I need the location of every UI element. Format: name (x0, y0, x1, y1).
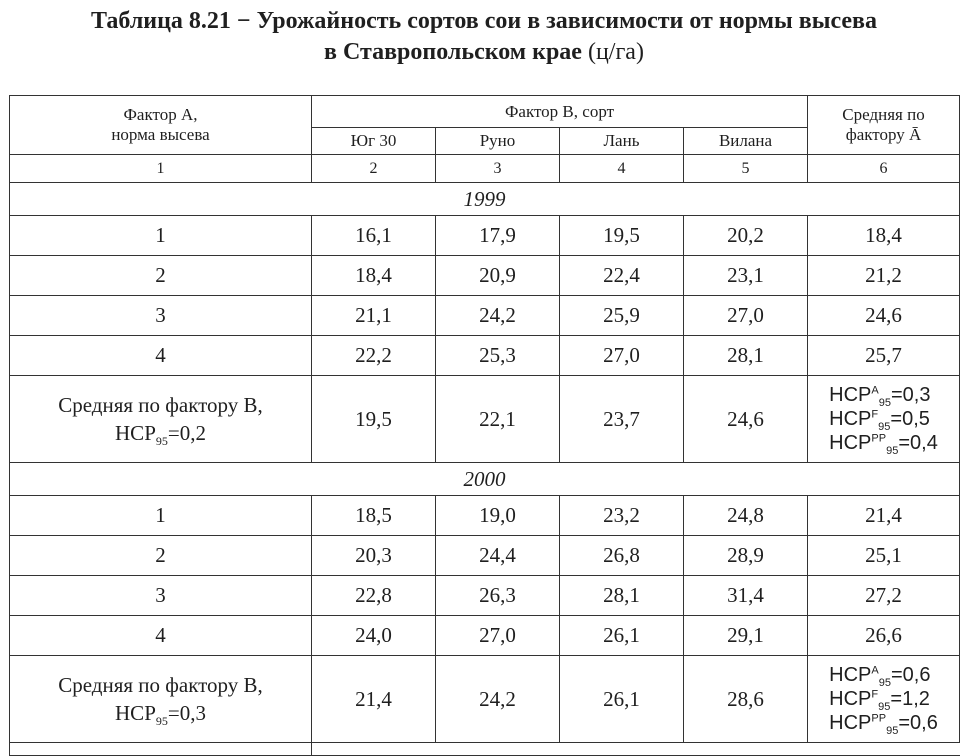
avg-b-cell: 22,1 (436, 376, 560, 463)
yield-cell: 19,0 (436, 496, 560, 536)
table-row (10, 296, 960, 336)
yield-cell: 19,5 (560, 216, 684, 256)
yield-cell: 22,8 (312, 576, 436, 616)
column-number: 6 (808, 155, 960, 183)
yield-cell: 27,0 (436, 616, 560, 656)
hcp-line: $НСР^A_{95}=0,6$ (829, 664, 931, 689)
yield-cell: 24,4 (436, 536, 560, 576)
avg-b-cell: 28,6 (684, 656, 808, 743)
column-number: 5 (684, 155, 808, 183)
avg-b-cell: 19,5 (312, 376, 436, 463)
avg-a-cell: 21,4 (808, 496, 960, 536)
year-row: 1999 (10, 183, 960, 216)
avg-factor-b-row (10, 376, 960, 463)
yield-table (9, 95, 960, 756)
table-row (10, 216, 960, 256)
yield-cell: 23,1 (684, 256, 808, 296)
header-factor-b: Фактор В, сорт (312, 96, 808, 128)
hcp-line: $НСР^F_{95}=1,2$ (829, 688, 930, 713)
column-number: 1 (10, 155, 312, 183)
factor-a-cell: 1 (10, 496, 312, 536)
yield-cell: 26,1 (560, 616, 684, 656)
table-row (10, 576, 960, 616)
header-factor-a: Фактор А, норма высева (10, 96, 312, 155)
yield-cell: 27,0 (560, 336, 684, 376)
avg-b-cell: 21,4 (312, 656, 436, 743)
avg-b-cell: 24,2 (436, 656, 560, 743)
table-row (10, 616, 960, 656)
avg-factor-b-label (10, 376, 312, 463)
continuation-cell (312, 743, 960, 756)
yield-cell: 28,1 (684, 336, 808, 376)
factor-a-cell: 2 (10, 536, 312, 576)
avg-a-cell: 24,6 (808, 296, 960, 336)
column-number: 3 (436, 155, 560, 183)
caption-line-2: в Ставропольском крае (ц/га) (324, 39, 644, 65)
yield-cell: 24,8 (684, 496, 808, 536)
yield-cell: 23,2 (560, 496, 684, 536)
header-variety: Лань (560, 128, 684, 155)
factor-a-cell: 3 (10, 296, 312, 336)
avg-a-cell: 26,6 (808, 616, 960, 656)
factor-a-cell: 4 (10, 616, 312, 656)
header-variety: Вилана (684, 128, 808, 155)
avg-a-cell: 25,1 (808, 536, 960, 576)
table-row (10, 496, 960, 536)
column-number: 2 (312, 155, 436, 183)
avg-factor-b-row (10, 656, 960, 743)
yield-cell: 24,2 (436, 296, 560, 336)
caption-line-1: Таблица 8.21 − Урожайность сортов сои в зависимости от нормы высева (91, 8, 877, 34)
yield-cell: 20,9 (436, 256, 560, 296)
avg-label-line1: Средняя по фактору В, (58, 673, 263, 697)
hcp-cell (808, 376, 960, 463)
avg-a-cell: 21,2 (808, 256, 960, 296)
factor-a-cell: 3 (10, 576, 312, 616)
header-avg-factor-a: Средняя по фактору Ā (808, 96, 960, 155)
avg-a-cell: 18,4 (808, 216, 960, 256)
yield-cell: 20,3 (312, 536, 436, 576)
yield-cell: 26,3 (436, 576, 560, 616)
column-number: 4 (560, 155, 684, 183)
table-row (10, 336, 960, 376)
yield-cell: 17,9 (436, 216, 560, 256)
avg-a-cell: 25,7 (808, 336, 960, 376)
factor-a-cell: 2 (10, 256, 312, 296)
table-row (10, 536, 960, 576)
yield-cell: 22,2 (312, 336, 436, 376)
yield-cell: 31,4 (684, 576, 808, 616)
year-row: 2000 (10, 463, 960, 496)
hcp-line: $НСР^F_{95}=0,5$ (829, 408, 930, 433)
yield-cell: 25,9 (560, 296, 684, 336)
continuation-cell (10, 743, 312, 756)
yield-cell: 24,0 (312, 616, 436, 656)
yield-cell: 25,3 (436, 336, 560, 376)
yield-cell: 18,5 (312, 496, 436, 536)
hcp-cell (808, 656, 960, 743)
yield-cell: 22,4 (560, 256, 684, 296)
avg-label-line1: Средняя по фактору В, (58, 393, 263, 417)
table-row (10, 256, 960, 296)
avg-label-line2: $НСР_{95}=0,2$ (115, 421, 206, 449)
factor-a-cell: 4 (10, 336, 312, 376)
avg-factor-b-label (10, 656, 312, 743)
hcp-line: $НСР^{PP}_{95}=0,4$ (829, 432, 938, 457)
header-variety: Руно (436, 128, 560, 155)
yield-cell: 16,1 (312, 216, 436, 256)
avg-a-cell: 27,2 (808, 576, 960, 616)
yield-cell: 28,1 (560, 576, 684, 616)
yield-cell: 21,1 (312, 296, 436, 336)
yield-cell: 26,8 (560, 536, 684, 576)
hcp-line: $НСР^{PP}_{95}=0,6$ (829, 712, 938, 737)
avg-b-cell: 23,7 (560, 376, 684, 463)
yield-cell: 27,0 (684, 296, 808, 336)
avg-b-cell: 26,1 (560, 656, 684, 743)
table-caption (0, 6, 968, 68)
avg-b-cell: 24,6 (684, 376, 808, 463)
yield-cell: 18,4 (312, 256, 436, 296)
avg-label-line2: $НСР_{95}=0,3$ (115, 701, 206, 729)
yield-cell: 29,1 (684, 616, 808, 656)
header-variety: Юг 30 (312, 128, 436, 155)
yield-cell: 20,2 (684, 216, 808, 256)
hcp-line: $НСР^A_{95}=0,3$ (829, 384, 931, 409)
factor-a-cell: 1 (10, 216, 312, 256)
yield-cell: 28,9 (684, 536, 808, 576)
